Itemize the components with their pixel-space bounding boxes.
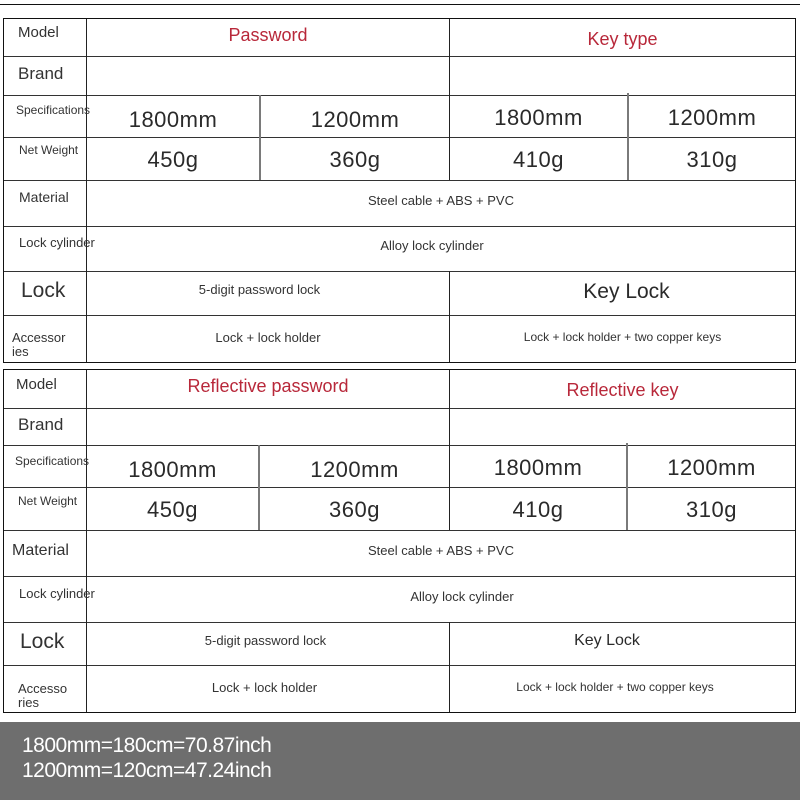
lock-cylinder-value: Alloy lock cylinder [380,237,484,253]
weight-1200-password: 360g [329,147,381,172]
weight-1800-key: 410g [513,147,564,172]
model-reflective-key: Reflective key [566,379,679,400]
conversion-1200: 1200mm=120cm=47.24inch [22,759,272,782]
label-brand: Brand [18,64,64,83]
model-password: Password [228,24,308,45]
label-model: Model [18,24,59,41]
spec-1200-reflective-password: 1200mm [310,457,399,482]
label-specifications: Specifications [16,103,91,117]
material-value: Steel cable + ABS + PVC [368,542,514,558]
accessories-key-value: Lock + lock holder + two copper keys [523,330,722,344]
weight-1200-reflective-key: 310g [686,497,737,522]
accessories-password-value: Lock + lock holder [211,679,318,695]
weight-1200-key: 310g [686,147,738,172]
label-accessories-line1: Accesso [18,681,68,696]
spec-table-2 [3,369,796,713]
label-brand: Brand [18,415,64,434]
weight-1800-reflective-password: 450g [147,497,198,522]
label-accessories-line1: Accessor [12,330,66,345]
label-lock-cylinder: Lock cylinder [19,586,95,601]
label-accessories-line2: ies [12,344,29,359]
label-lock-cylinder: Lock cylinder [19,235,95,250]
model-key-type: Key type [587,28,658,49]
spec-1800-password: 1800mm [128,107,218,132]
label-accessories-line2: ries [18,695,39,710]
weight-1800-password: 450g [147,147,199,172]
spec-1200-password: 1200mm [310,107,400,132]
lock-password-value: 5-digit password lock [204,632,327,648]
model-reflective-password: Reflective password [187,375,349,396]
conversion-1800: 1800mm=180cm=70.87inch [22,734,272,757]
spec-1800-reflective-password: 1800mm [128,457,217,482]
lock-key-value: Key Lock [583,280,670,303]
material-value: Steel cable + ABS + PVC [368,192,514,208]
label-net-weight: Net Weight [18,494,78,508]
spec-table-1 [3,18,796,363]
label-specifications: Specifications [15,454,90,468]
label-material: Material [19,189,69,205]
label-net-weight: Net Weight [19,143,79,157]
label-material: Material [12,542,69,559]
lock-password-value: 5-digit password lock [198,281,321,297]
spec-1200-key: 1200mm [667,105,757,130]
weight-1800-reflective-key: 410g [512,497,564,522]
lock-key-value: Key Lock [574,632,640,649]
accessories-password-value: Lock + lock holder [215,329,321,345]
spec-1200-reflective-key: 1200mm [667,455,756,480]
accessories-key-value: Lock + lock holder + two copper keys [516,680,714,694]
label-lock: Lock [21,279,66,302]
spec-1800-key: 1800mm [494,105,583,130]
weight-1200-reflective-password: 360g [329,497,380,522]
conversion-banner [0,722,800,800]
label-model: Model [16,376,57,393]
top-rule [0,4,800,5]
label-lock: Lock [20,630,65,653]
lock-cylinder-value: Alloy lock cylinder [410,588,514,604]
spec-1800-reflective-key: 1800mm [493,455,583,480]
